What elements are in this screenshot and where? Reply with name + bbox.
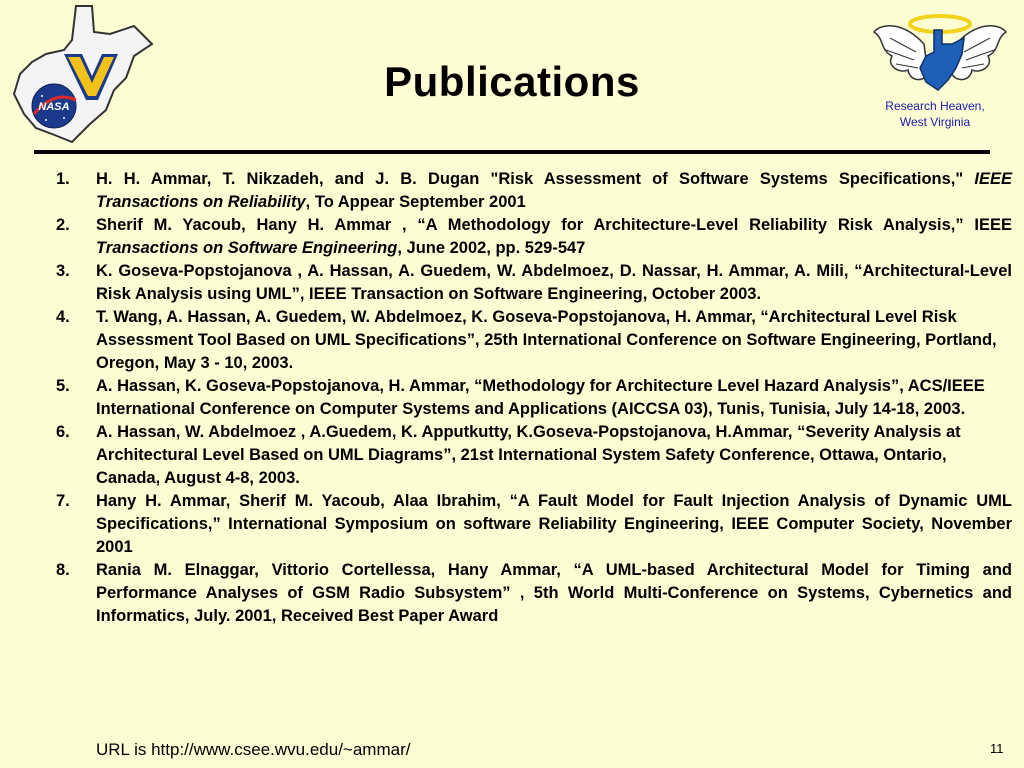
publication-number: 3. — [56, 262, 70, 280]
publication-item — [0, 375, 1024, 421]
caption-line-1: Research Heaven, — [885, 99, 985, 113]
publication-text: Hany H. Ammar, Sherif M. Yacoub, Alaa Ibrahim, “A Fault Model for Fault Injection Analysis of Dynamic UML Specifications,” International Symposium on software Reliability Engineering, IEEE Computer Society, November 2001 — [96, 492, 1012, 556]
publication-list — [0, 168, 1024, 628]
caption-line-2: West Virginia — [899, 115, 971, 129]
publication-number: 4. — [56, 308, 70, 326]
publication-text: Sherif M. Yacoub, Hany H. Ammar , “A Methodology for Architecture-Level Reliability Risk Analysis,” IEEE — [96, 216, 1012, 234]
publication-date: , June 2002, pp. 529-547 — [397, 239, 586, 257]
publication-venue: Transactions on Software Engineering — [96, 239, 398, 257]
publication-number: 1. — [56, 170, 70, 188]
publication-item — [0, 559, 1024, 628]
publication-venue: IEEE Transactions on Reliability — [96, 170, 1012, 211]
publication-item — [0, 306, 1024, 375]
publication-text: A. Hassan, K. Goseva-Popstojanova, H. Ammar, “Methodology for Architecture Level Hazard Analysis”, ACS/IEEE International Conference on Computer Systems and Applications (AICCSA 03), Tunis, Tunisia, July 14-18, 2003. — [96, 377, 985, 418]
publication-item — [0, 490, 1024, 559]
page-number: 11 — [990, 741, 1004, 756]
title-divider — [34, 150, 990, 154]
nasa-badge-text: NASA — [38, 101, 70, 113]
page-title: Publications — [384, 58, 640, 105]
publication-item — [0, 260, 1024, 306]
publication-number: 5. — [56, 377, 70, 395]
publication-item — [0, 168, 1024, 214]
publication-number: 6. — [56, 423, 70, 441]
publication-item — [0, 421, 1024, 490]
publication-text: T. Wang, A. Hassan, A. Guedem, W. Abdelmoez, K. Goseva-Popstojanova, H. Ammar, “Architectural Level Risk Assessment Tool Based on UML Specifications”, 25th International Conference on Software Engineering, Portland, Oregon, May 3 - 10, 2003. — [96, 308, 997, 372]
publication-item — [0, 214, 1024, 260]
url-footer: URL is http://www.csee.wvu.edu/~ammar/ — [96, 740, 411, 759]
publication-date: , To Appear September 2001 — [305, 193, 526, 211]
publication-text: Rania M. Elnaggar, Vittorio Cortellessa, Hany Ammar, “A UML-based Architectural Model for Timing and Performance Analyses of GSM Radio Subsystem” , 5th World Multi-Conference on Systems, Cybernetics and Informatics, July. 2001, Received Best Paper Award — [96, 561, 1012, 625]
publication-number: 8. — [56, 561, 70, 579]
publication-number: 7. — [56, 492, 70, 510]
publication-number: 2. — [56, 216, 70, 234]
publication-text: A. Hassan, W. Abdelmoez , A.Guedem, K. Apputkutty, K.Goseva-Popstojanova, H.Ammar, “Severity Analysis at Architectural Level Based on UML Diagrams”, 21st International System Safety Conference, Ottawa, Ontario, Canada, August 4-8, 2003. — [96, 423, 961, 487]
publication-text: K. Goseva-Popstojanova , A. Hassan, A. Guedem, W. Abdelmoez, D. Nassar, H. Ammar, A. Mili, “Architectural-Level Risk Analysis using UML”, IEEE Transaction on Software Engineering, October 2003. — [96, 262, 1012, 303]
publication-text: H. H. Ammar, T. Nikzadeh, and J. B. Dugan "Risk Assessment of Software Systems Specifications," — [96, 170, 975, 188]
